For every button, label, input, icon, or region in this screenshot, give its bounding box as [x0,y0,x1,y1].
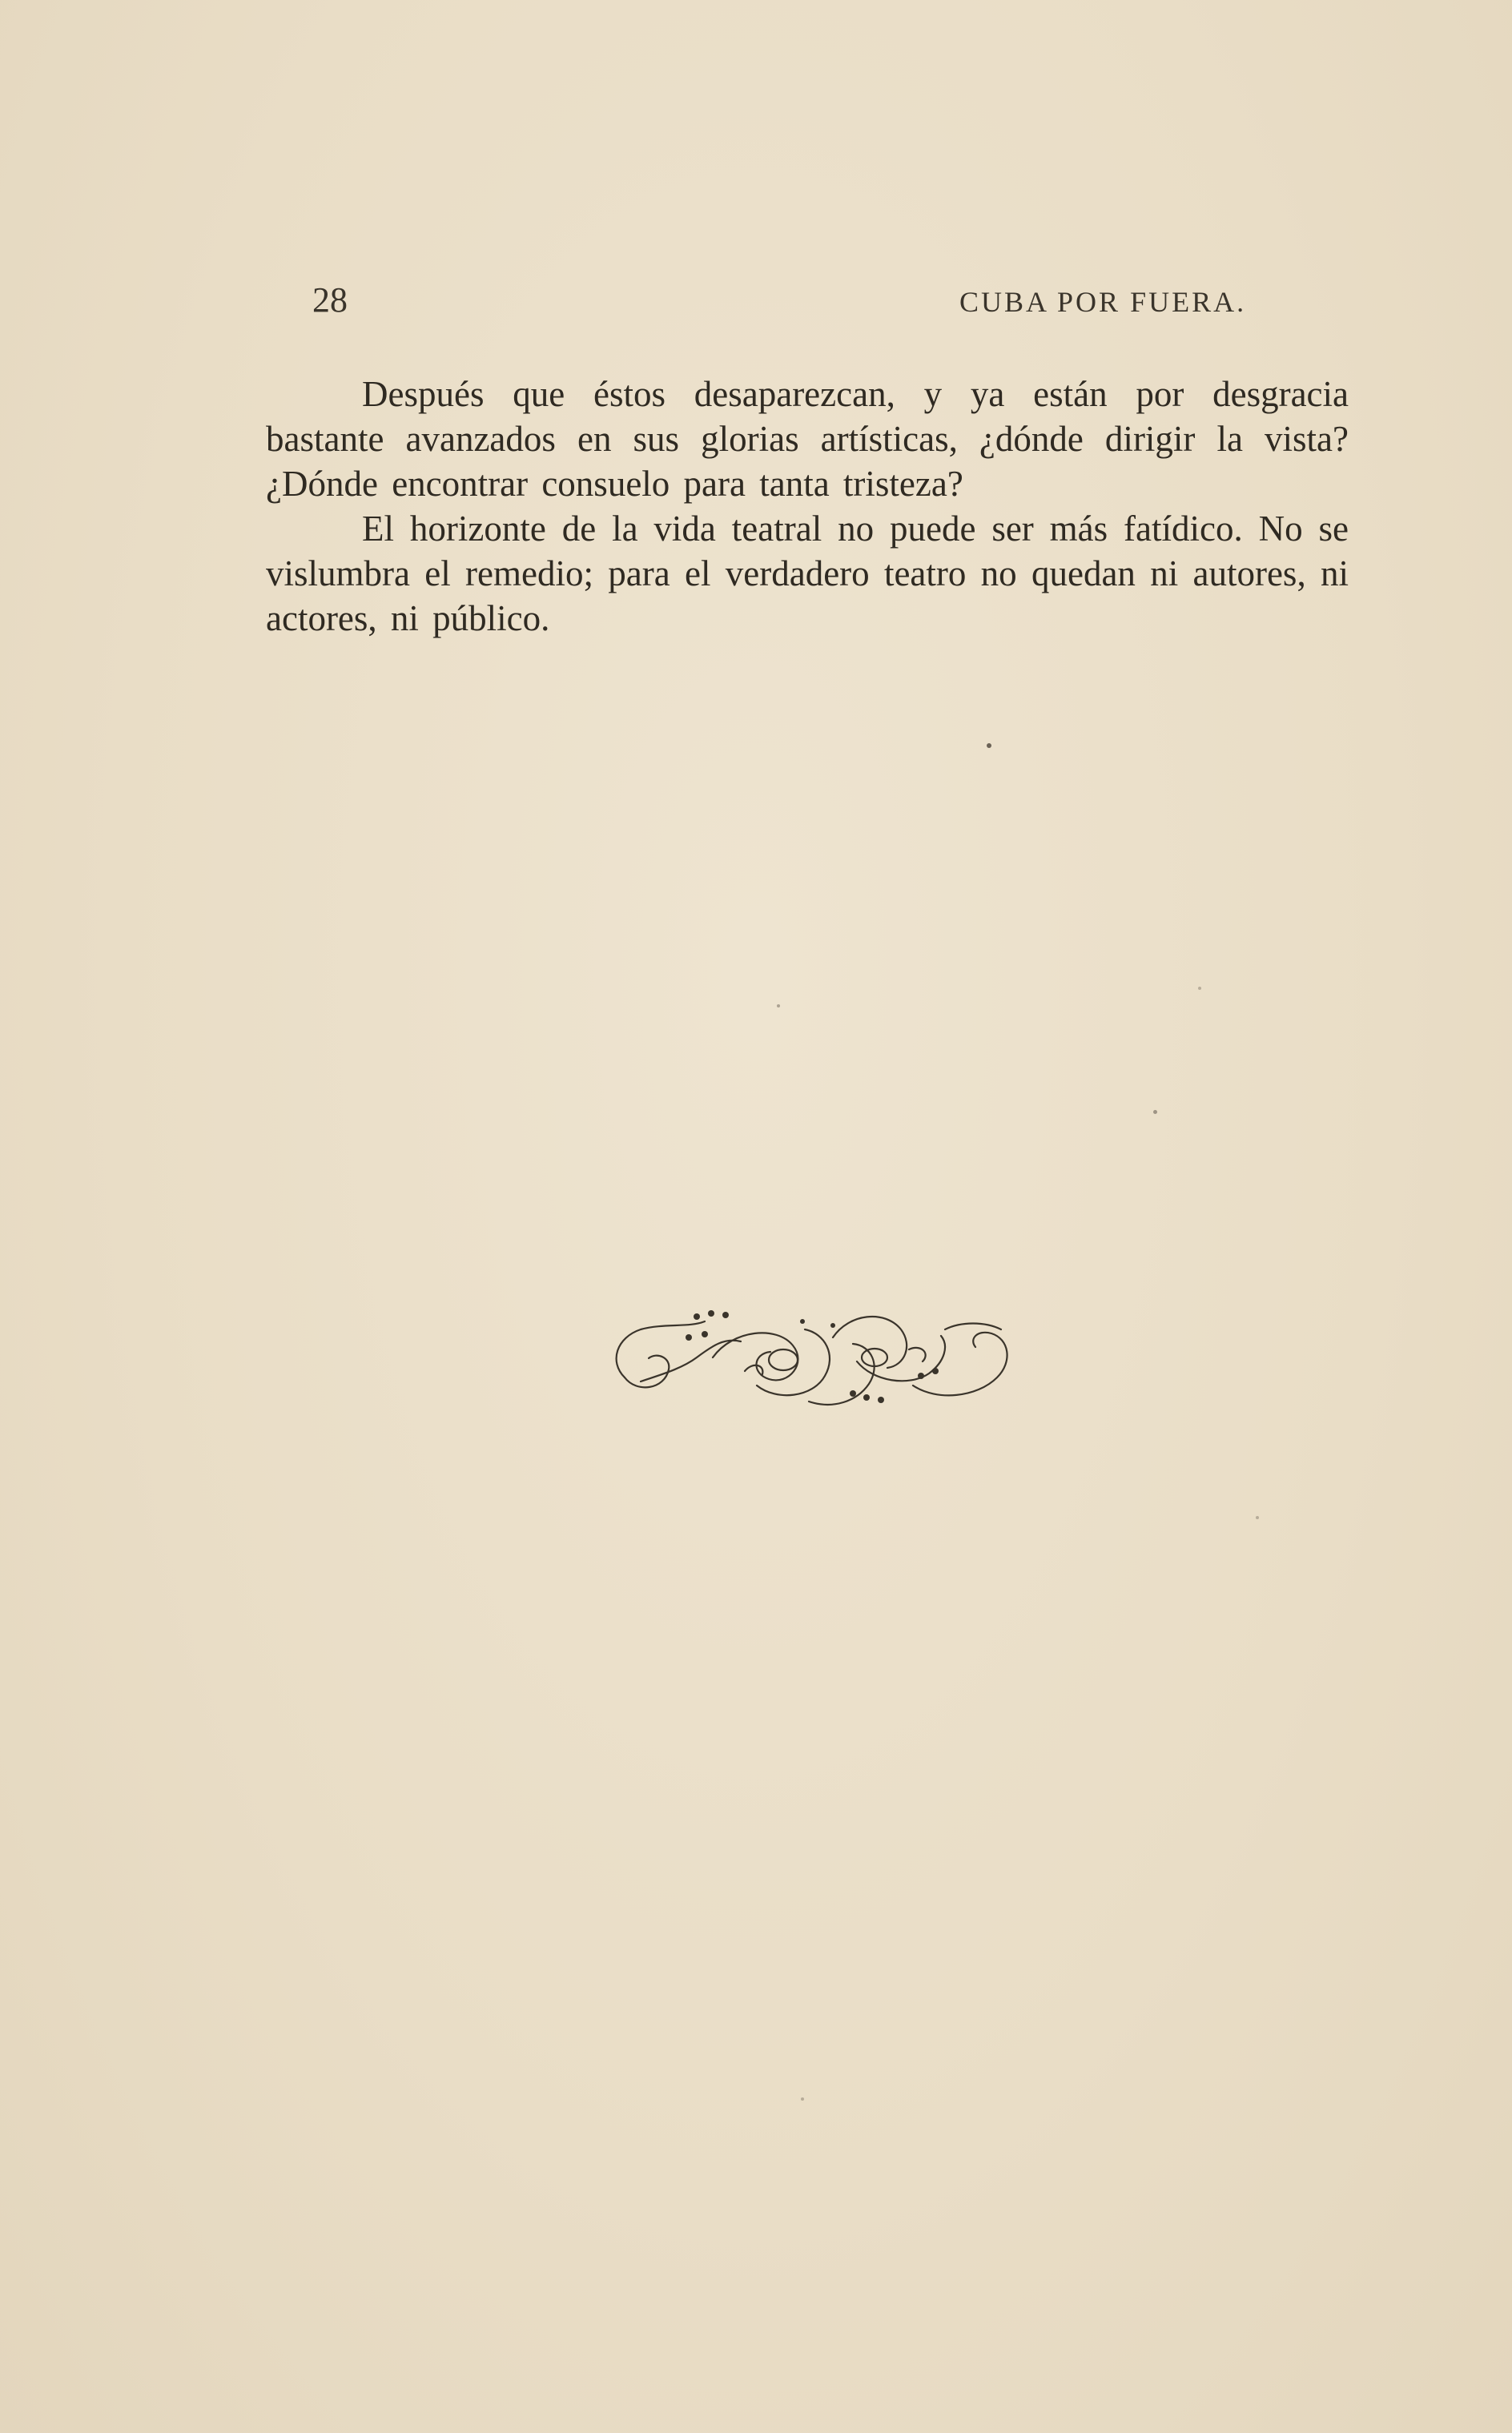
paragraph: Después que éstos desaparezcan, y ya están por desgracia bastante avanzados en sus glorias artísticas, ¿dónde dirigir la vista? ¿Dónde encontrar consuelo para tanta tristeza? [266,374,1349,504]
paper-speck [1198,987,1201,990]
running-title: CUBA POR FUERA. [959,286,1247,318]
paper-speck [987,743,991,748]
body-text [266,372,1349,641]
page-number: 28 [312,280,348,320]
ornament-flourish-icon [593,1281,1041,1418]
running-head [312,276,1353,324]
paper-speck [1153,1110,1157,1114]
paper-speck [1256,1516,1259,1519]
paragraph: El horizonte de la vida teatral no puede ser más fatídico. No se vislumbra el remedio; para el verdadero teatro no quedan ni autores, ni actores, ni público. [266,509,1349,638]
paper-speck [801,2097,804,2101]
paper-speck [777,1004,780,1007]
